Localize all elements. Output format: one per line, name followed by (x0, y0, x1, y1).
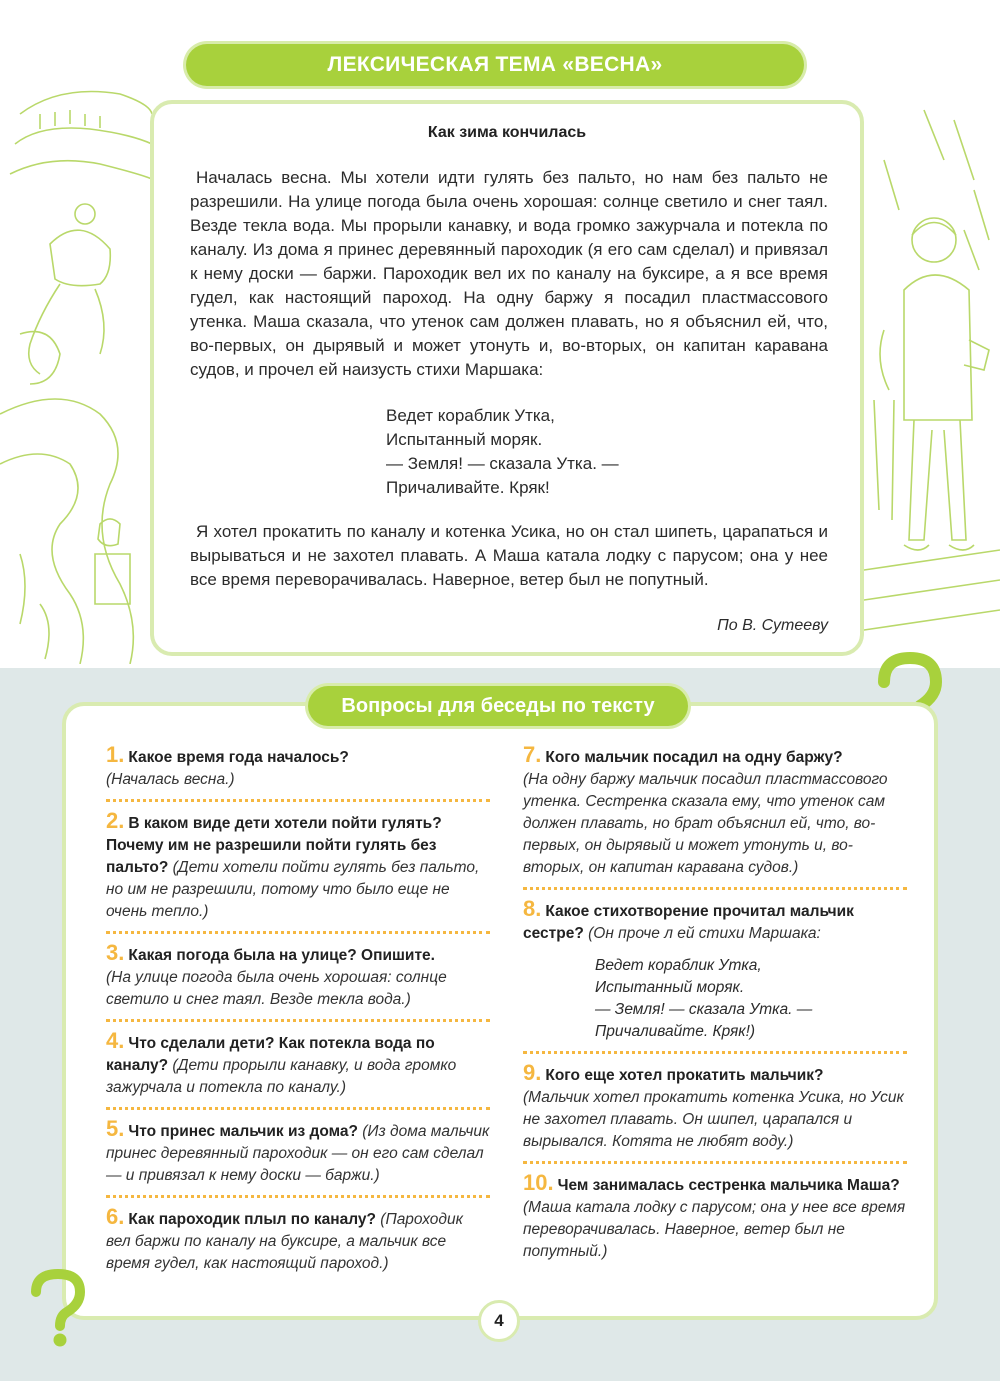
question-number: 7. (523, 742, 542, 767)
question-text: Как пароходик плыл по каналу? (128, 1211, 376, 1228)
question-number: 1. (106, 742, 125, 767)
poem-line: Причаливайте. Кряк!) (595, 1023, 756, 1040)
story-author: По В. Сутееву (717, 617, 828, 634)
poem-line: — Земля! — сказала Утка. — (386, 454, 619, 473)
poem-line: Причаливайте. Кряк! (386, 478, 550, 497)
answer-text: (Началась весна.) (106, 771, 235, 788)
poem-line: Ведет кораблик Утка, (386, 406, 555, 425)
story-paragraph-2: Я хотел прокатить по каналу и котенка Усика, но он стал шипеть, царапаться и вырываться и не захотел плавать. А Маша катала лодку с парусом; она у нее все время переворачивалась. Наверное, ветер был не попутный. (190, 522, 828, 589)
question-number: 8. (523, 896, 542, 921)
answer-text: (Дети хотели пойти гулять без пальто, но им не разрешили, потому что было еще не очень тепло.) (106, 859, 480, 920)
question-number: 2. (106, 808, 125, 833)
answer-text: (Мальчик хотел прокатить котенка Усика, но Усик не захотел плавать. Он шипел, царапался и вырывался. Котята не любят воду.) (523, 1089, 904, 1150)
story-paragraph-1: Началась весна. Мы хотели идти гулять без пальто, но нам без пальто не разрешили. На улице погода была очень хорошая: солнце светило и снег таял. Везде текла вода. Мы прорыли канавку, и вода громко зажурчала и потекла по каналу. Из дома я принес деревянный пароходик (я его сам сделал) и привязал к нему доски — баржи. Пароходик вел их по каналу на буксире, а я все время гудел, как настоящий пароход. На одну баржу я посадил пластмассового утенка. Маша сказала, что утенок сам должен плавать, но я объяснил ей, что, во-первых, он дырявый и может утонуть и, во-вторых, он капитан каравана судов, и прочел ей наизусть стихи Маршака: (190, 168, 828, 379)
answer-text: (Маша катала лодку с парусом; она у нее все время переворачивалась. Наверное, ветер был не попутный.) (523, 1199, 906, 1260)
question-item (106, 810, 490, 934)
question-number: 9. (523, 1060, 542, 1085)
question-number: 4. (106, 1028, 125, 1053)
question-item (523, 1172, 907, 1271)
answer-text: (Пароходик вел баржи по каналу на буксире, а мальчик все время гудел, как настоящий пароход.) (106, 1211, 463, 1272)
question-text: В каком виде дети хотели пойти гулять? Почему им не разрешили пойти гулять без пальто? (106, 815, 442, 876)
answer-poem (523, 955, 907, 1043)
story-title: Как зима кончилась (427, 124, 587, 141)
question-item (106, 1118, 490, 1198)
answer-text: (На одну баржу мальчик посадил пластмассового утенка. Сестренка сказала ему, что утенок сам должен плавать, но брат объяснил ей, что, во-первых, он дырявый и может утонуть и, во-вторых, он капитан каравана судов.) (523, 771, 888, 876)
left-illustration (0, 84, 152, 664)
question-text: Какая погода была на улице? Опишите. (128, 947, 435, 964)
answer-text: (Он проче л ей стихи Маршака: (588, 925, 821, 942)
page-number: 4 (478, 1300, 520, 1342)
question-text: Какое стихотворение прочитал мальчик сестре? (523, 903, 854, 942)
poem-line: Испытанный моряк. (595, 979, 745, 996)
poem-line: — Земля! — сказала Утка. — (595, 1001, 813, 1018)
answer-text: (На улице погода была очень хорошая: солнце светило и снег таял. Везде текла вода.) (106, 969, 447, 1008)
question-item (523, 744, 907, 890)
question-item (106, 942, 490, 1022)
question-mark-icon (24, 1266, 94, 1350)
questions-title: Вопросы для беседы по тексту (308, 686, 688, 726)
story-poem (386, 404, 619, 500)
poem-line: Испытанный моряк. (386, 430, 543, 449)
question-number: 10. (523, 1170, 554, 1195)
question-text: Кого мальчик посадил на одну баржу? (545, 749, 843, 766)
questions-left-column (106, 744, 490, 1291)
question-item (523, 1062, 907, 1164)
right-illustration (864, 100, 1000, 670)
question-number: 5. (106, 1116, 125, 1141)
question-item (106, 744, 490, 802)
answer-text: (Дети прорыли канавку, и вода громко зажурчала и потекла по каналу.) (106, 1057, 457, 1096)
question-text: Какое время года началось? (128, 749, 349, 766)
question-text: Чем занималась сестренка мальчика Маша? (557, 1177, 900, 1194)
question-item (106, 1030, 490, 1110)
story-panel (150, 100, 864, 656)
question-number: 3. (106, 940, 125, 965)
question-item (106, 1206, 490, 1283)
question-number: 6. (106, 1204, 125, 1229)
question-text: Что принес мальчик из дома? (128, 1123, 358, 1140)
poem-line: Ведет кораблик Утка, (595, 957, 762, 974)
questions-right-column (523, 744, 907, 1279)
topic-header: ЛЕКСИЧЕСКАЯ ТЕМА «ВЕСНА» (186, 44, 804, 86)
answer-text: (Из дома мальчик принес деревянный пароходик — он его сам сделал — и привязал к нему доски — баржи.) (106, 1123, 490, 1184)
question-item (523, 898, 907, 1054)
question-text: Кого еще хотел прокатить мальчик? (545, 1067, 824, 1084)
question-text: Что сделали дети? Как потекла вода по каналу? (106, 1035, 435, 1074)
